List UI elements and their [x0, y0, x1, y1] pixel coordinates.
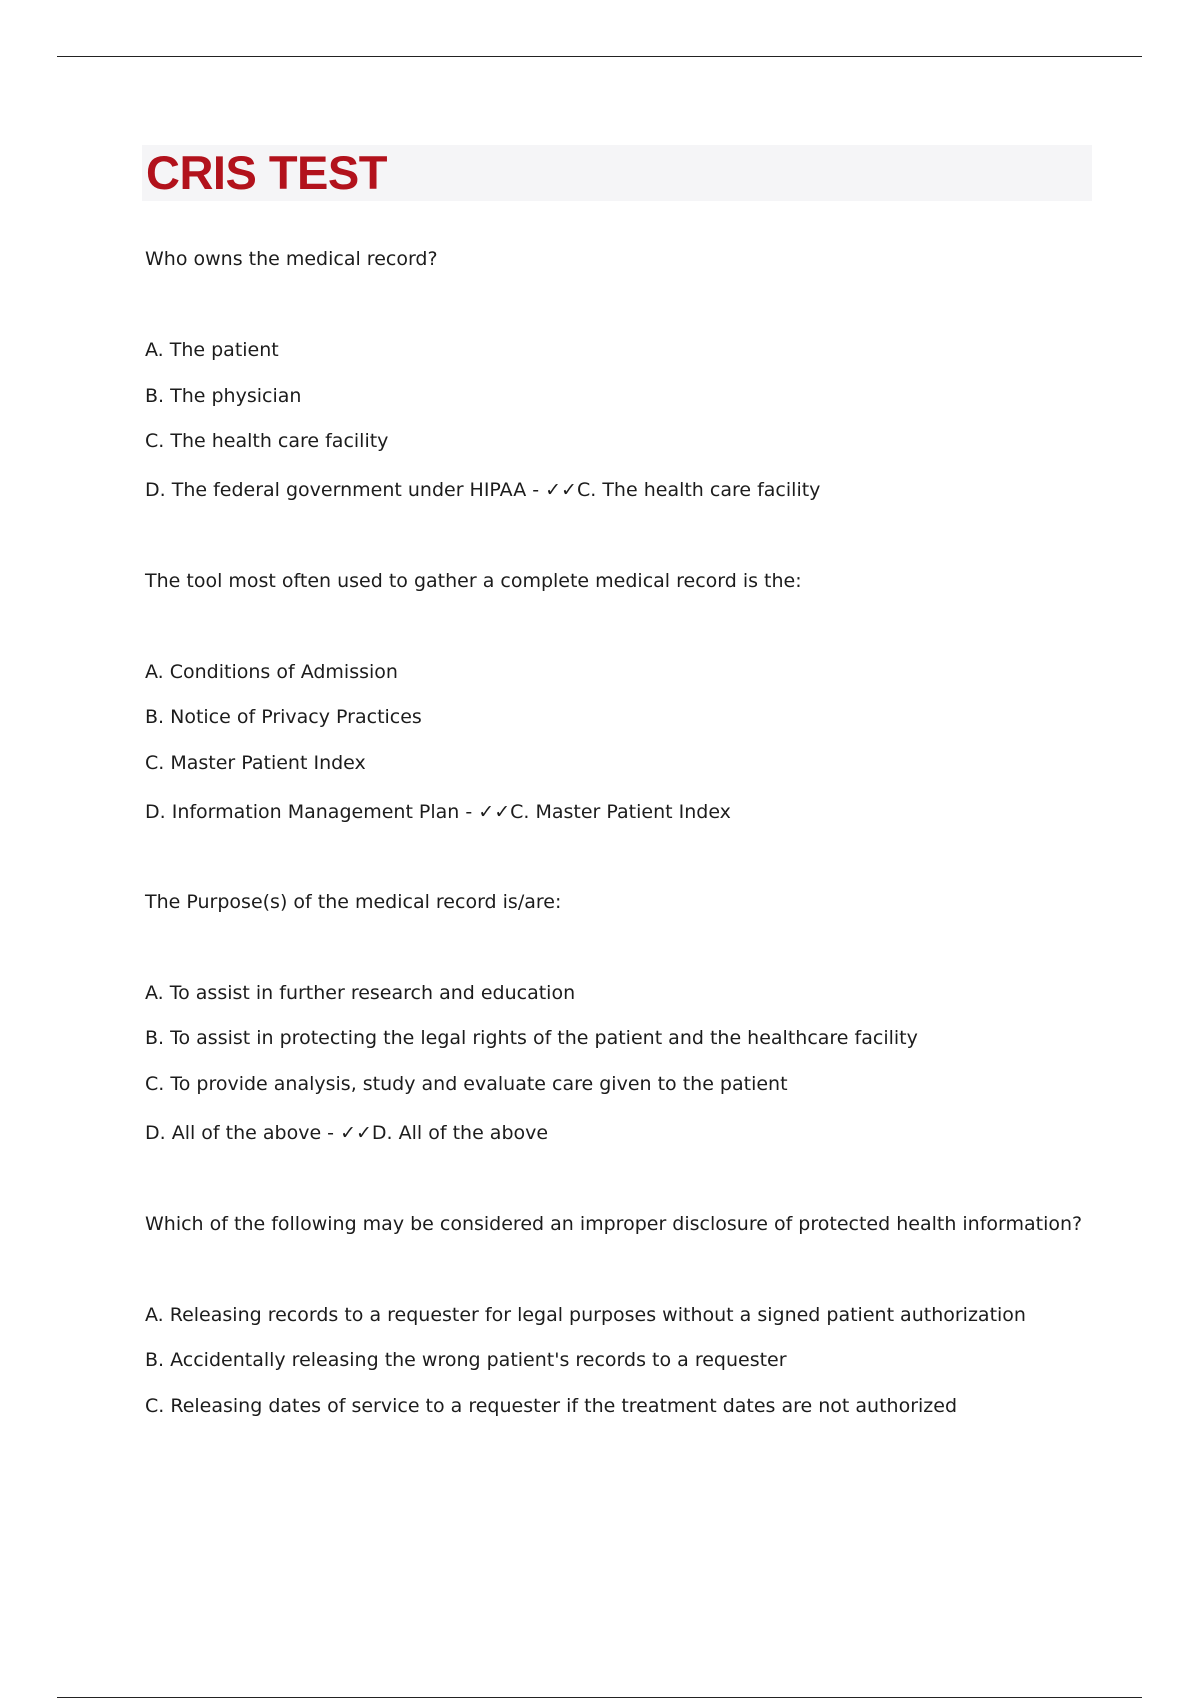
correct-answer: C. Master Patient Index: [510, 801, 731, 823]
answer-option-with-key: [145, 1121, 548, 1145]
answer-option: A. Releasing records to a requester for legal purposes without a signed patient authorization: [145, 1304, 1026, 1326]
correct-answer: C. The health care facility: [576, 479, 821, 501]
question-prompt: Which of the following may be considered an improper disclosure of protected health information?: [145, 1213, 1083, 1235]
answer-separator: -: [459, 801, 479, 823]
answer-option: A. The patient: [145, 339, 279, 361]
answer-option: A. Conditions of Admission: [145, 661, 398, 683]
answer-option: C. The health care facility: [145, 430, 389, 452]
check-mark-icon: ✓✓: [478, 801, 511, 823]
answer-option-with-key: [145, 478, 820, 502]
answer-option: B. Accidentally releasing the wrong patient's records to a requester: [145, 1349, 787, 1371]
check-mark-icon: ✓✓: [545, 479, 577, 501]
answer-option: D. Information Management Plan: [145, 801, 460, 823]
bottom-rule: [57, 1697, 1142, 1698]
answer-option: B. To assist in protecting the legal rights of the patient and the healthcare facility: [145, 1027, 918, 1049]
answer-option: C. Releasing dates of service to a requester if the treatment dates are not authorized: [145, 1395, 958, 1417]
answer-option: D. The federal government under HIPAA: [145, 479, 527, 501]
question-prompt: The Purpose(s) of the medical record is/are:: [145, 891, 562, 913]
answer-separator: -: [526, 479, 546, 501]
top-rule: [57, 56, 1142, 57]
answer-option: B. Notice of Privacy Practices: [145, 706, 422, 728]
question-prompt: The tool most often used to gather a complete medical record is the:: [145, 570, 802, 592]
correct-answer: D. All of the above: [371, 1122, 549, 1144]
answer-option: A. To assist in further research and education: [145, 982, 576, 1004]
question-prompt: Who owns the medical record?: [145, 248, 438, 270]
answer-option: C. To provide analysis, study and evaluate care given to the patient: [145, 1073, 788, 1095]
check-mark-icon: ✓✓: [340, 1122, 372, 1144]
page-title: CRIS TEST: [146, 146, 387, 199]
title-banner: [142, 145, 1092, 201]
answer-option-with-key: [145, 800, 731, 824]
answer-option: B. The physician: [145, 385, 302, 407]
answer-option: C. Master Patient Index: [145, 752, 366, 774]
answer-separator: -: [321, 1122, 341, 1144]
answer-option: D. All of the above: [145, 1122, 322, 1144]
